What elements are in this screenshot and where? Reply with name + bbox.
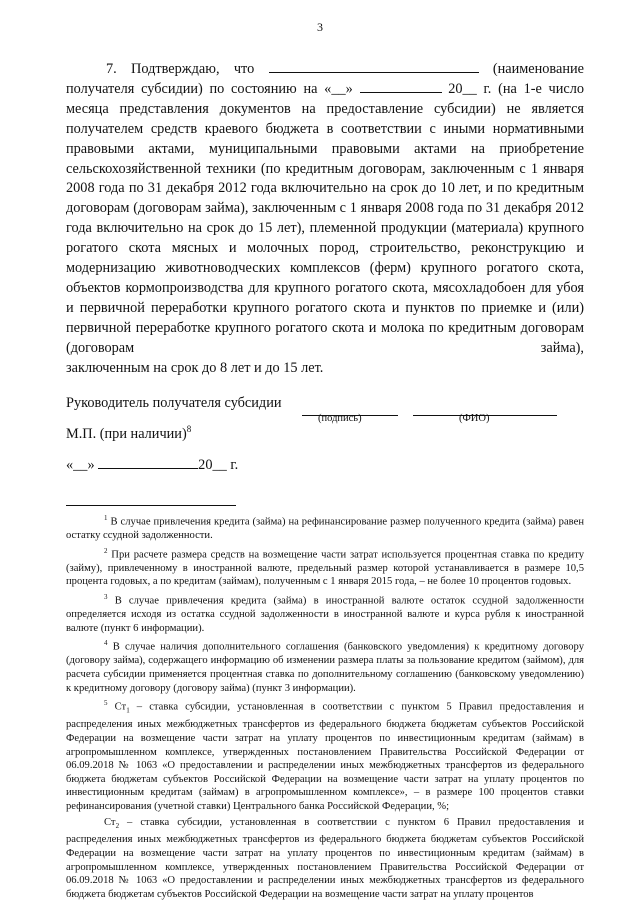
date-line [66, 456, 238, 474]
footnote: $^1$ В случае привлечения кредита (займа) на рефинансирование размер полученного кредита (займа) равен остатку ссудной задолженности. [66, 514, 584, 542]
signature-caption: (подпись) [318, 413, 362, 424]
stamp-label: М.П. (при наличии) [66, 425, 187, 442]
footnote-ref-8: 8 [186, 424, 192, 434]
date-year: 20__ г. [198, 457, 239, 473]
clause-text-4: месяца представления документов на предоставление субсидии) не является получателем средств краевого бюджета в соответствии с иными нормативными правовыми актами, муниципальными правовыми актами на приобретение сельскохозяйственной техники (по кредитным договорам, заключенным с 1 января 2008 года по 31 декабря 2012 года включительно на срок до 10 лет, и по кредитным договорам (договорам займа), заключенным с 1 января 2008 года по 31 декабря 2012 года включительно на срок до 15 лет), племенной продукции (материала) крупного рогатого скота мясных и молочных пород, строительство, реконструкцию и модернизацию животноводческих комплексов (ферм) крупного рогатого скота, объектов кормопроизводства для крупного рогатого скота, мясохладобоен для убоя и первичной переработки крупного рогатого скота и пунктов по приемке и (или) первичной переработке крупного рогатого скота и молока по кредитным договорам (договорам займа), [66, 100, 584, 356]
date-month-blank [98, 456, 198, 469]
footnote: $^3$ В случае привлечения кредита (займа) в иностранной валюте остаток ссудной задолженности определяется исходя из остатка ссудной задолженности в иностранной валюте и курса рубля к иностранной валюте (пункт 6 информации). [66, 593, 584, 634]
month-blank [360, 80, 442, 93]
clause-text-3: 20__ г. (на 1-е число [448, 80, 585, 97]
signature-label: Руководитель получателя субсидии [66, 395, 282, 411]
signature-block [66, 393, 586, 424]
footnote: $Ст_2$ – ставка субсидии, установленная в соответствии с пунктом 6 Правил предоставления и распределения иных межбюджетных трансфертов из федерального бюджета бюджетам субъектов Российской Федерации на возмещение части затрат на уплату процентов по инвестиционным кредитам (займам) в агропромышленном комплексе, утвержденных постановлением Правительства Российской Федерации от 06.09.2018 № 1063 «О предоставлении и распределении иных межбюджетных трансфертов из федерального бюджета бюджетам субъектов Российской Федерации на возмещение части затрат на уплату процентов [66, 816, 584, 900]
name-caption: (ФИО) [459, 413, 490, 424]
footnote: $^5$ $Ст_1$ – ставка субсидии, установленная в соответствии с пунктом 5 Правил предоставления и распределения иных межбюджетных трансфертов из федерального бюджета бюджетам субъектов Российской Федерации на возмещение части затрат на уплату процентов по инвестиционным кредитам (займам) в агропромышленном комплексе, утвержденных постановлением Правительства Российской Федерации от 06.09.2018 № 1063 «О предоставлении и распределении иных межбюджетных трансфертов из федерального бюджета бюджетам субъектов Российской Федерации на возмещение части затрат на уплату процентов по инвестиционным кредитам (займам) в агропромышленном комплексе», – в размере 100 процентов ставки рефинансирования (учетной ставки) Центрального банка Российской Федерации, %; [66, 699, 584, 813]
clause-7 [66, 60, 584, 379]
date-day: «__» [66, 457, 95, 473]
recipient-name-blank [269, 60, 479, 73]
stamp-line [66, 424, 191, 443]
footnote: $^4$ В случае наличия дополнительного соглашения (банковского уведомления) к кредитному договору (договору займа), содержащего информацию об изменении размера платы за пользование кредитом (займом), для расчета субсидии применяется процентная ставка по дополнительному соглашению (банковскому уведомлению) к кредитному договору (договору займа) (пункт 3 информации). [66, 639, 584, 694]
page-number: 3 [317, 20, 323, 34]
clause-text-2: получателя субсидии) по состоянию на «__» [66, 80, 353, 97]
clause-line-1: 7. Подтверждаю, что (наименование [106, 61, 584, 77]
footnote-separator [66, 505, 236, 506]
clause-last-line: заключенным на срок до 8 лет и до 15 лет. [66, 359, 324, 376]
footnote: $^2$ При расчете размера средств на возмещение части затрат используется процентная ставка по кредиту (займу), привлеченному в иностранной валюте, предельный размер которой устанавливается в размере 10,5 процента годовых, а по кредитам (займам), полученным с 1 января 2015 года, – не более 10 процентов годовых. [66, 546, 584, 588]
footnotes [66, 512, 584, 903]
